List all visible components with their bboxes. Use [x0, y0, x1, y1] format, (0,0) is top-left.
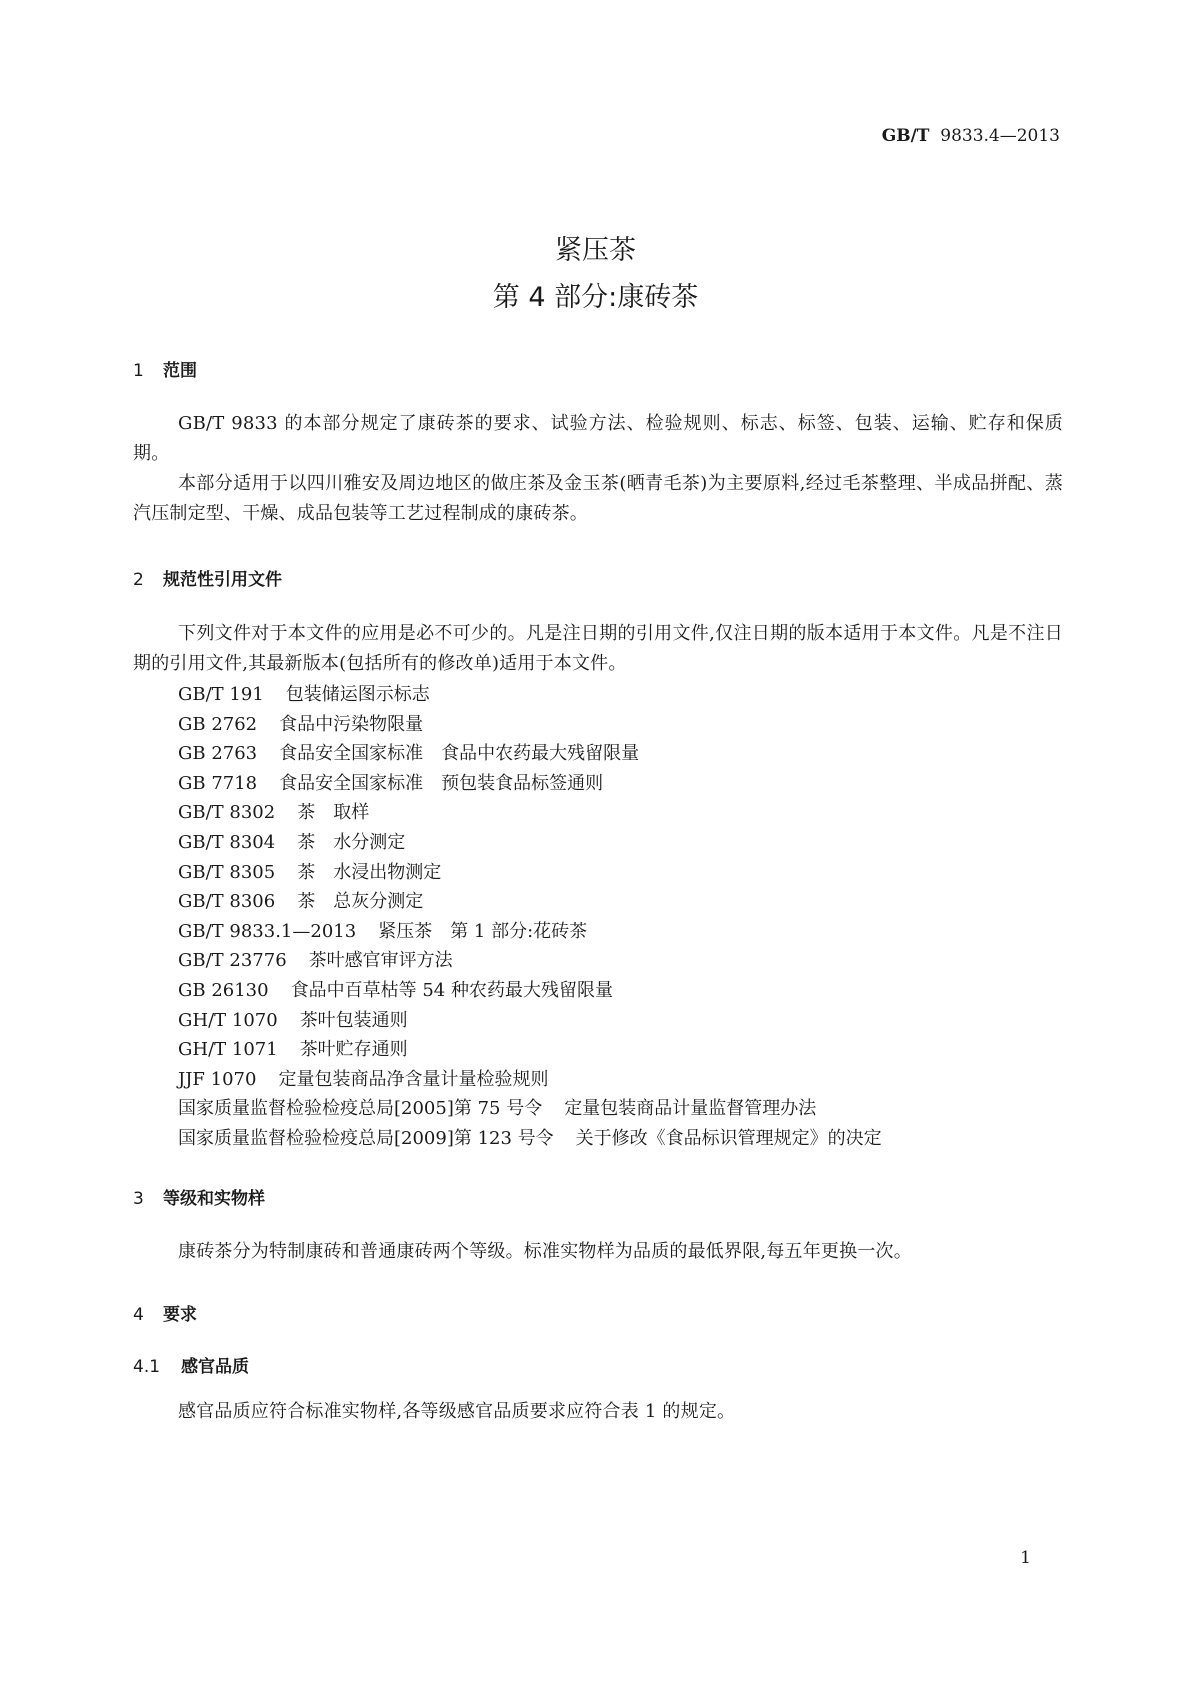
reference-title: 茶 水分测定 [297, 832, 406, 853]
reference-item [178, 946, 453, 972]
section-title: 要求 [163, 1305, 197, 1325]
reference-code: GB/T 8304 [178, 832, 276, 853]
reference-title: 包装储运图示标志 [285, 684, 430, 705]
paragraph-grades: 康砖茶分为特制康砖和普通康砖两个等级。标准实物样为品质的最低界限,每五年更换一次。 [178, 1241, 912, 1262]
reference-title: 茶叶包装通则 [299, 1010, 408, 1031]
reference-code: GB/T 23776 [178, 950, 287, 971]
reference-code: GB/T 8302 [178, 802, 276, 823]
reference-code: 国家质量监督检验检疫总局[2005]第 75 号令 [178, 1098, 543, 1119]
reference-code: JJF 1070 [178, 1069, 257, 1090]
page-number: 1 [1020, 1548, 1031, 1568]
reference-item [178, 828, 405, 854]
reference-title: 食品中百草枯等 54 种农药最大残留限量 [290, 980, 613, 1001]
reference-title: 茶 取样 [297, 802, 370, 823]
section-title: 范围 [163, 361, 197, 381]
section-title: 规范性引用文件 [163, 570, 282, 590]
section-number: 4 [133, 1305, 144, 1325]
section-number: 1 [133, 361, 144, 381]
reference-item [178, 798, 369, 824]
reference-code: GB 26130 [178, 980, 269, 1001]
reference-item [178, 1006, 408, 1032]
section-title: 感官品质 [181, 1357, 249, 1377]
reference-title: 食品中污染物限量 [279, 714, 424, 735]
reference-code: GH/T 1070 [178, 1010, 278, 1031]
standard-number [882, 126, 1060, 146]
reference-item [178, 710, 423, 736]
reference-code: GB 2763 [178, 743, 258, 764]
reference-title: 茶 总灰分测定 [297, 891, 424, 912]
paragraph-scope-1: GB/T 9833 的本部分规定了康砖茶的要求、试验方法、检验规则、标志、标签、包装、运输、贮存和保质期。 [133, 413, 1063, 464]
reference-item [178, 680, 430, 706]
reference-title: 定量包装商品计量监督管理办法 [564, 1098, 817, 1119]
reference-item [178, 739, 639, 765]
reference-title: 茶叶感官审评方法 [308, 950, 453, 971]
standard-code: 9833.4—2013 [940, 126, 1060, 146]
reference-item [178, 887, 423, 913]
reference-title: 食品安全国家标准 预包装食品标签通则 [279, 773, 604, 794]
section-number: 3 [133, 1189, 144, 1209]
section-heading-4-1 [133, 1352, 249, 1377]
section-number: 2 [133, 570, 144, 590]
reference-title: 茶 水浸出物测定 [297, 862, 442, 883]
reference-code: GB/T 191 [178, 684, 264, 705]
reference-title: 紧压茶 第 1 部分:花砖茶 [378, 921, 588, 942]
reference-item [178, 858, 441, 884]
reference-item [178, 1065, 548, 1091]
reference-code: 国家质量监督检验检疫总局[2009]第 123 号令 [178, 1128, 554, 1149]
reference-code: GH/T 1071 [178, 1039, 278, 1060]
reference-code: GB/T 9833.1—2013 [178, 921, 357, 942]
reference-item [178, 769, 603, 795]
reference-title: 茶叶贮存通则 [299, 1039, 408, 1060]
paragraph-references-intro: 下列文件对于本文件的应用是必不可少的。凡是注日期的引用文件,仅注日期的版本适用于本文件。凡是不注日期的引用文件,其最新版本(包括所有的修改单)适用于本文件。 [133, 623, 1063, 674]
reference-title: 食品安全国家标准 食品中农药最大残留限量 [279, 743, 640, 764]
reference-item [178, 1094, 816, 1120]
section-number: 4.1 [133, 1357, 161, 1377]
section-title: 等级和实物样 [163, 1189, 265, 1209]
reference-item [178, 976, 613, 1002]
document-subtitle: 第 4 部分:康砖茶 [492, 282, 699, 313]
paragraph-sensory-quality: 感官品质应符合标准实物样,各等级感官品质要求应符合表 1 的规定。 [178, 1401, 736, 1422]
reference-code: GB 2762 [178, 714, 258, 735]
section-heading-1 [133, 356, 197, 381]
section-heading-3 [133, 1184, 265, 1209]
reference-item [178, 1035, 408, 1061]
standard-prefix: GB/T [881, 126, 930, 146]
reference-item [178, 1124, 882, 1150]
section-heading-2 [133, 565, 282, 590]
reference-title: 定量包装商品净含量计量检验规则 [278, 1069, 549, 1090]
reference-item [178, 917, 587, 943]
reference-code: GB/T 8306 [178, 891, 276, 912]
reference-title: 关于修改《食品标识管理规定》的决定 [575, 1128, 882, 1149]
document-title: 紧压茶 [555, 235, 636, 266]
section-heading-4 [133, 1300, 197, 1325]
paragraph-scope-2: 本部分适用于以四川雅安及周边地区的做庄茶及金玉茶(晒青毛茶)为主要原料,经过毛茶整理、半成品拼配、蒸汽压制定型、干燥、成品包装等工艺过程制成的康砖茶。 [133, 473, 1063, 524]
reference-code: GB 7718 [178, 773, 258, 794]
reference-code: GB/T 8305 [178, 862, 276, 883]
